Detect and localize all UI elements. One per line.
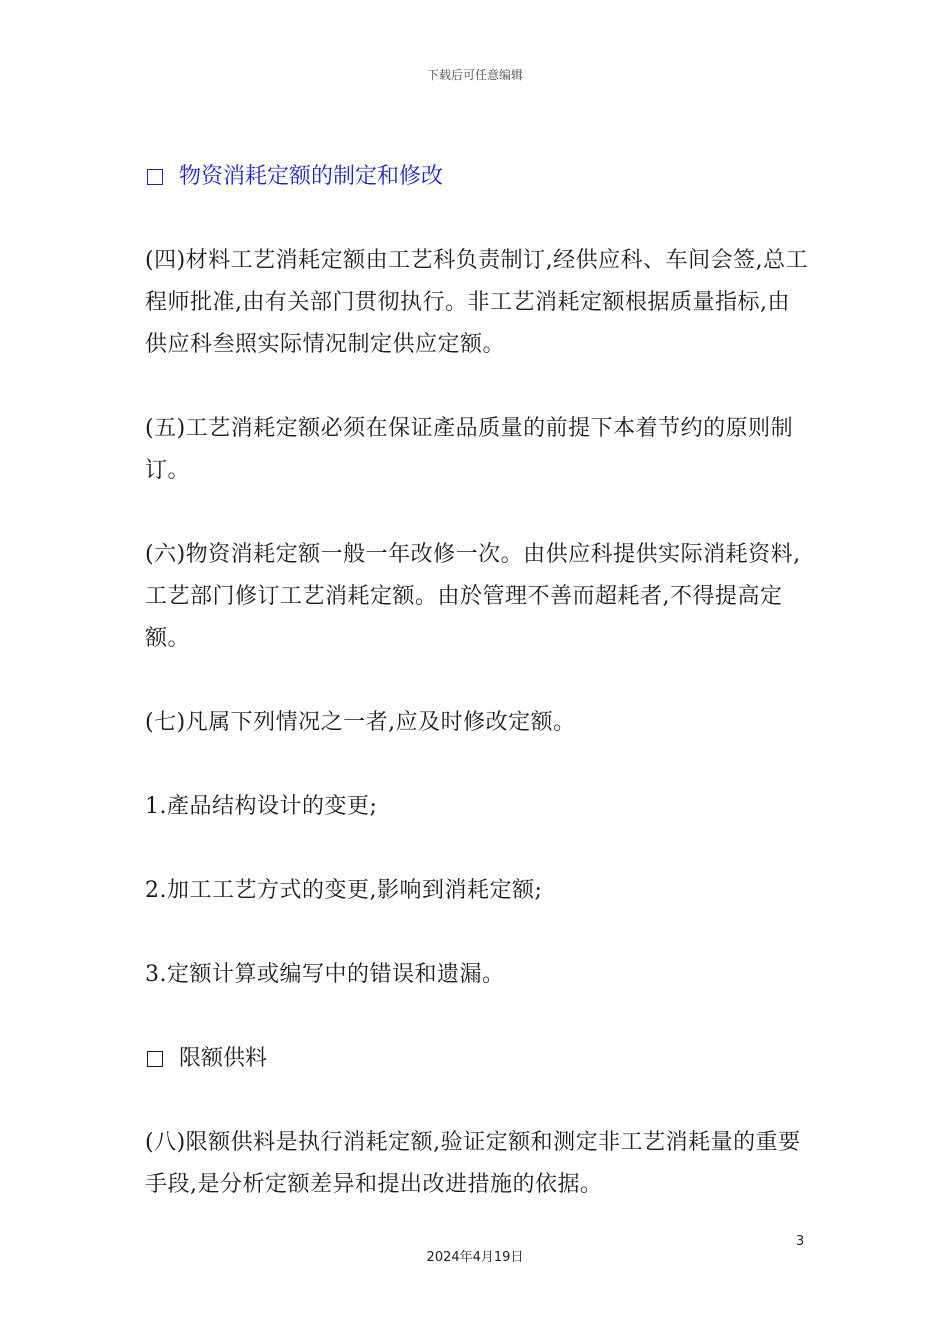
- section-heading-material-quota: [145, 156, 810, 198]
- document-body: [145, 156, 810, 1248]
- checkbox-square-icon: [147, 169, 163, 185]
- page-header: 下载后可任意编辑: [426, 68, 523, 82]
- footer-date: 2024年4月19日: [426, 1250, 524, 1265]
- paragraph-6: (六)物资消耗定额一般一年改修一次。由供应科提供实际消耗资料,工艺部门修订工艺消耗定额。由於管理不善而超耗者,不得提高定额。: [145, 542, 801, 651]
- list-item-2: 2.加工工艺方式的变更,影响到消耗定额;: [145, 878, 543, 903]
- paragraph-8: (八)限额供料是执行消耗定额,验证定额和测定非工艺消耗量的重要手段,是分析定额差异和提出改进措施的依据。: [145, 1130, 801, 1197]
- paragraph-5: (五)工艺消耗定额必须在保证產品质量的前提下本着节约的原则制订。: [145, 416, 794, 483]
- paragraph-4: (四)材料工艺消耗定额由工艺科负责制订,经供应科、车间会签,总工程师批准,由有关部门贯彻执行。非工艺消耗定额根据质量指标,由供应科叁照实际情况制定供应定额。: [145, 248, 809, 357]
- list-item-1: 1.產品结构设计的变更;: [145, 794, 378, 819]
- section-heading-quota-supply: [145, 1038, 810, 1080]
- list-item-3: 3.定额计算或编写中的错误和遗漏。: [145, 962, 505, 987]
- section-heading-text: 限额供料: [179, 1046, 268, 1071]
- paragraph-7: (七)凡属下列情况之一者,应及时修改定额。: [145, 710, 576, 735]
- section-heading-text: 物资消耗定额的制定和修改: [179, 164, 444, 189]
- page-number: 3: [796, 1234, 805, 1249]
- checkbox-square-icon: [147, 1051, 163, 1067]
